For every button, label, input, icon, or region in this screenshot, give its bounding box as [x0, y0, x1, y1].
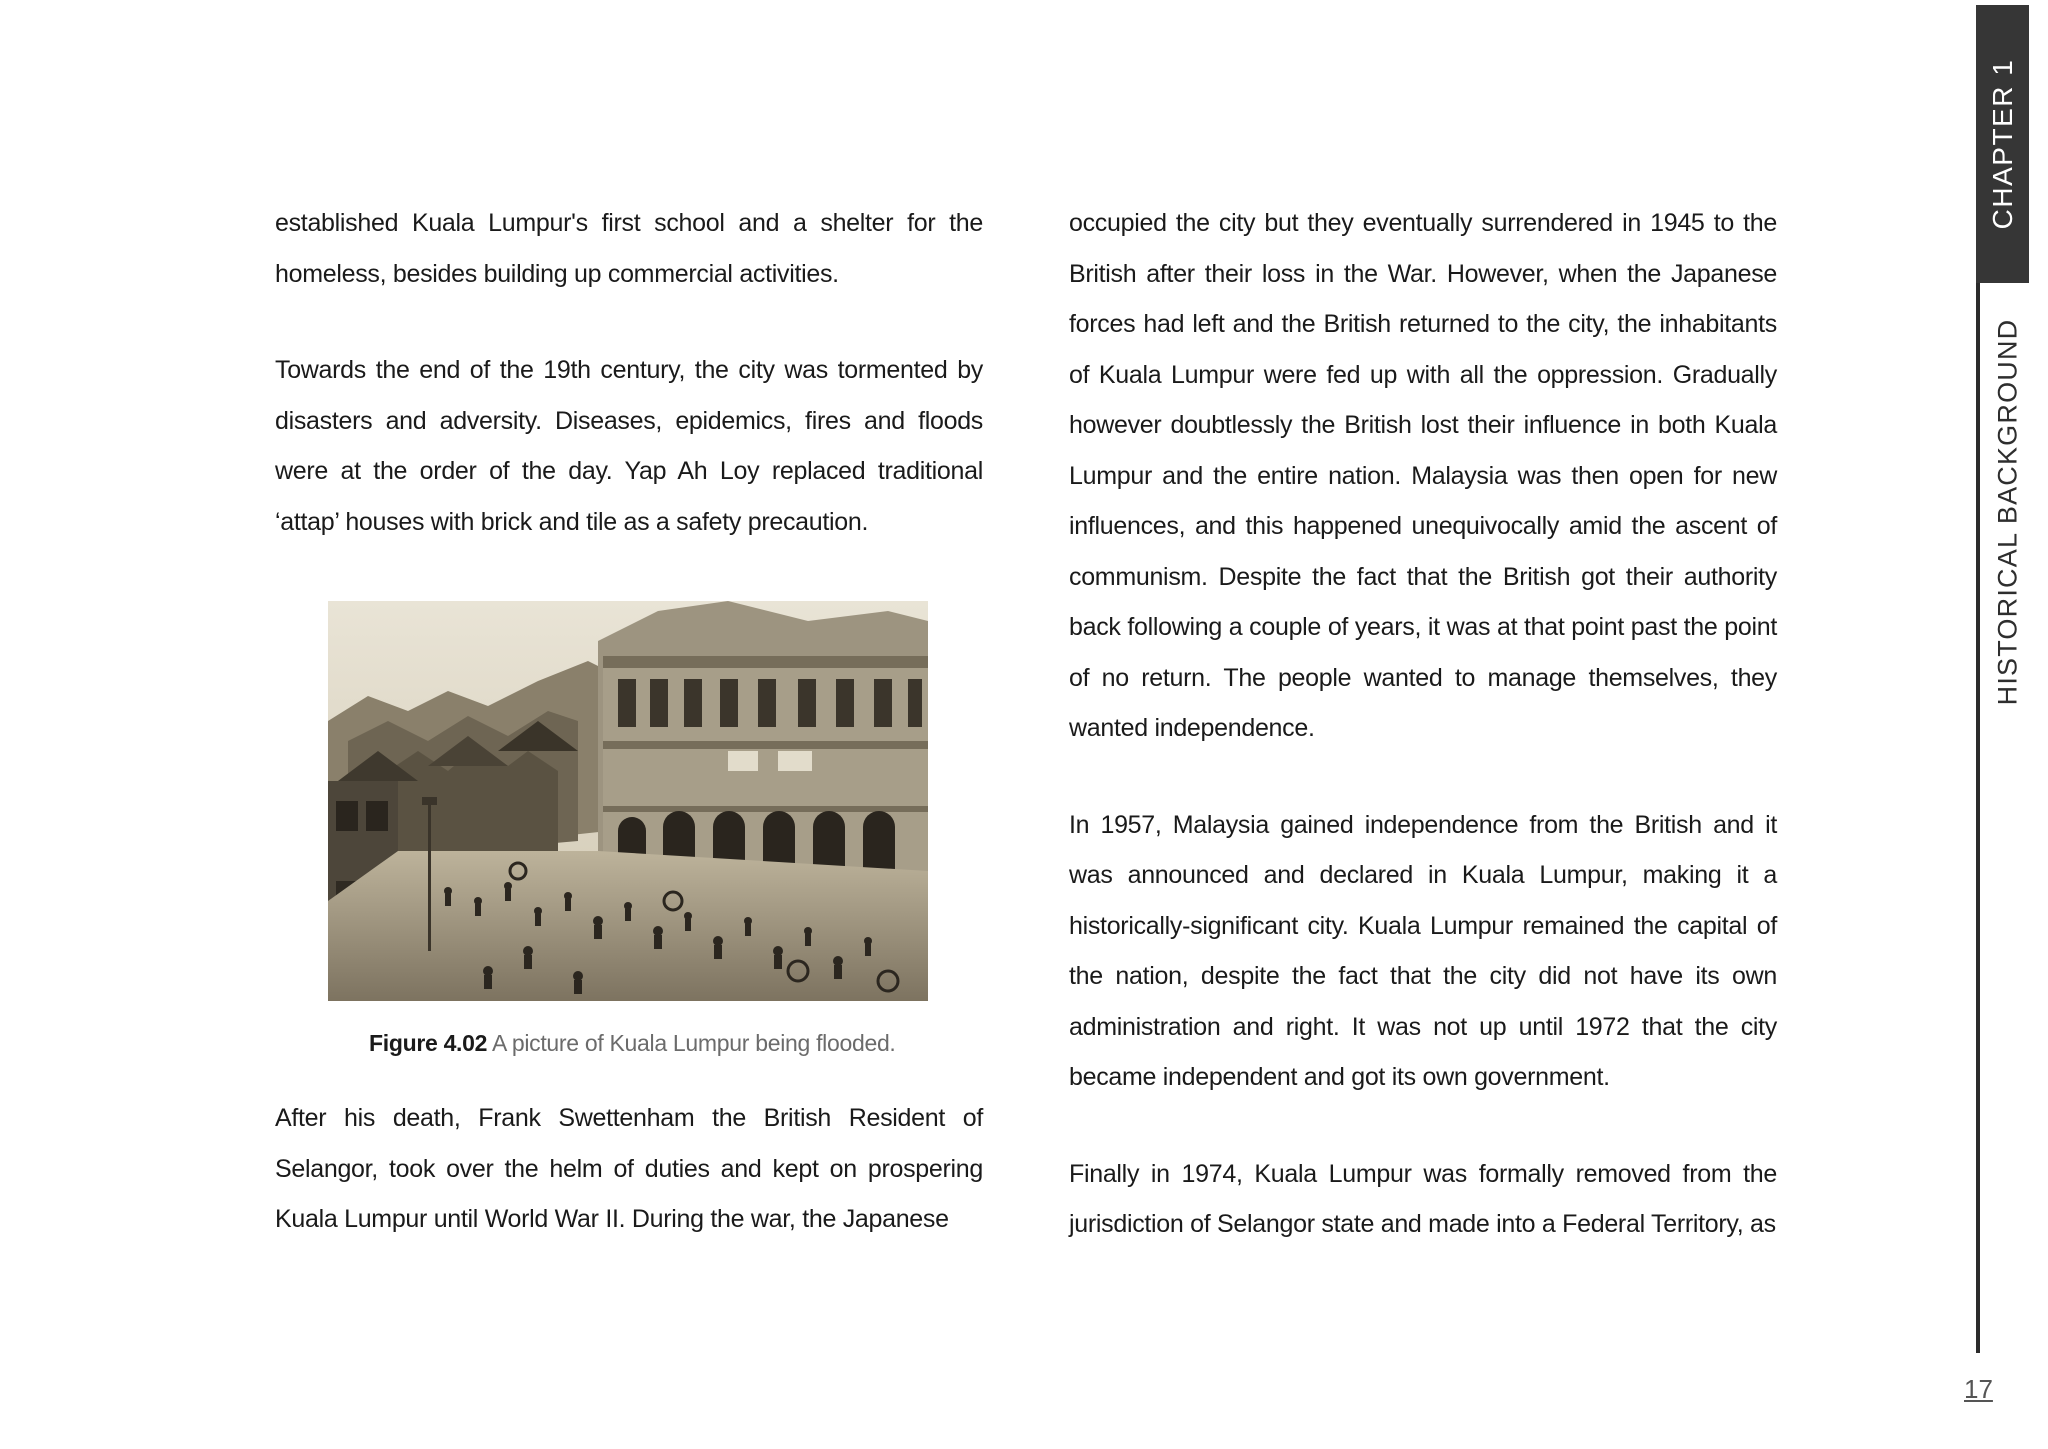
paragraph-19th-century: Towards the end of the 19th century, the city was tormented by disasters and adversity. Diseases, epidemics, fires and floods were at the order of the day. Yap Ah Loy replaced traditional ‘attap’ houses with brick and tile as a safety precaution. [275, 356, 983, 536]
right-text-column [1069, 198, 1777, 1296]
figure-label: Figure 4.02 [369, 1030, 488, 1056]
page-number: 17 [1964, 1374, 1993, 1404]
flood-photo-figure [328, 601, 928, 1001]
paragraph-federal-territory-1974: Finally in 1974, Kuala Lumpur was formally removed from the jurisdiction of Selangor state and made into a Federal Territory, as [1069, 1159, 1777, 1238]
paragraph-japanese-occupation: occupied the city but they eventually surrendered in 1945 to the British after their loss in the War. However, when the Japanese forces had left and the British returned to the city, the inhabitants of Kuala Lumpur were fed up with all the oppression. Gradually however doubtlessly the British lost their influence in both Kuala Lumpur and the entire nation. Malaysia was then open for new influences, and this happened unequivocally amid the ascent of communism. Despite the fact that the British got their authority back following a couple of years, it was at that point past the point of no return. The people wanted to manage themselves, they wanted independence. [1069, 209, 1777, 742]
paragraph-first-school: established Kuala Lumpur's first school and a shelter for the homeless, besides building up commercial activities. [275, 209, 983, 288]
chapter-label: CHAPTER 1 [1986, 58, 2018, 230]
chapter-tab [1976, 5, 2029, 283]
paragraph-independence-1957: In 1957, Malaysia gained independence from the British and it was announced and declared in Kuala Lumpur, making it a historically-significant city. Kuala Lumpur remained the capital of the nation, despite the fact that the city did not have its own administration and right. It was not up until 1972 that the city became independent and got its own government. [1069, 810, 1777, 1091]
kuala-lumpur-flood-photo [328, 601, 928, 1001]
figure-caption [369, 1030, 896, 1057]
section-tab [1986, 320, 2030, 704]
section-label: HISTORICAL BACKGROUND [1992, 318, 2023, 706]
left-text-column [275, 198, 983, 593]
figure-caption-text: A picture of Kuala Lumpur being flooded. [487, 1030, 896, 1056]
paragraph-swettenham: After his death, Frank Swettenham the British Resident of Selangor, took over the helm of duties and kept on prospering Kuala Lumpur until World War II. During the war, the Japanese [275, 1104, 983, 1233]
